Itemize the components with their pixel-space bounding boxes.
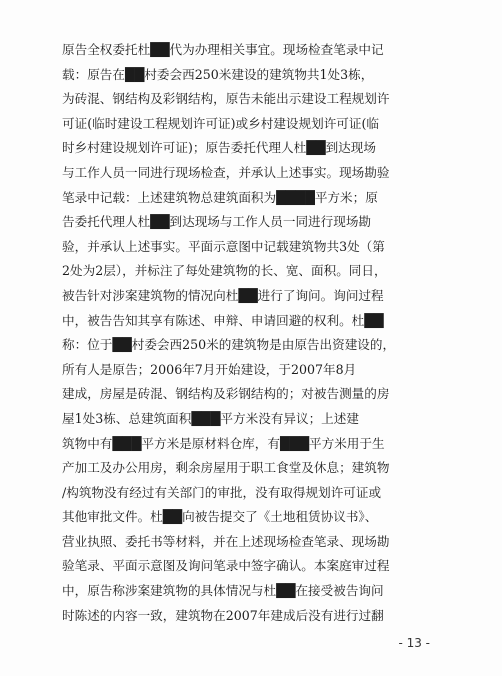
- text-line: 载：原告在██村委会西250米建设的建筑物共1处3栋，: [62, 66, 374, 82]
- text-line: 时陈述的内容一致，建筑物在2007年建成后没有进行过翻: [62, 607, 384, 623]
- text-line: /构筑物没有经过有关部门的审批，没有取得规划许可证或: [62, 484, 382, 500]
- text-line: 其他审批文件。杜██向被告提交了《土地租赁协议书》、: [62, 509, 378, 525]
- text-line: 可证(临时建设工程规划许可证)或乡村建设规划许可证(临: [62, 115, 379, 131]
- text-line: 为砖混、钢结构及彩钢结构，原告未能出示建设工程规划许: [62, 91, 390, 107]
- text-line: 时乡村建设规划许可证)；原告委托代理人杜██到达现场: [62, 140, 376, 156]
- text-line: 建成，房屋是砖混、钢结构及彩钢结构的；对被告测量的房: [62, 386, 390, 402]
- text-line: 被告针对涉案建筑物的情况向杜██进行了询问。询问过程: [62, 287, 384, 303]
- text-line: 告委托代理人杜██到达现场与工作人员一同进行现场勘: [62, 214, 372, 230]
- text-line: 笔录中记载：上述建筑物总建筑面积为████平方米；原: [62, 189, 378, 205]
- text-line: 2处为2层），并标注了每处建筑物的长、宽、面积。同日，: [62, 263, 387, 279]
- text-line: 营业执照、委托书等材料，并在上述现场检查笔录、现场勘: [62, 533, 390, 549]
- text-line: 与工作人员一同进行现场检查，并承认上述事实。现场勘验: [62, 164, 390, 180]
- text-line: 称：位于██村委会西250米的建筑物是由原告出资建设的，: [62, 337, 396, 353]
- text-line: 原告全权委托杜██代为办理相关事宜。现场检查笔录中记: [62, 42, 384, 57]
- page-number: - 13 -: [398, 636, 430, 650]
- text-line: 中，原告称涉案建筑物的具体情况与杜██在接受被告询问: [62, 583, 384, 599]
- body-text: [62, 38, 450, 628]
- text-line: 筑物中有███平方米是原材料仓库，有███平方米用于生: [62, 435, 385, 451]
- text-line: 中，被告告知其享有陈述、申辩、申请回避的权利。杜██: [62, 312, 384, 328]
- text-line: 验，并承认上述事实。平面示意图中记载建筑物共3处（第: [62, 238, 385, 254]
- text-line: 所有人是原告；2006年7月开始建设，于2007年8月: [62, 361, 357, 377]
- text-line: 屋1处3栋、总建筑面积███平方米没有异议；上述建: [62, 410, 359, 426]
- text-line: 验笔录、平面示意图及询问笔录中签字确认。本案庭审过程: [62, 558, 390, 574]
- text-line: 产加工及办公用房，剩余房屋用于职工食堂及休息；建筑物: [62, 460, 390, 476]
